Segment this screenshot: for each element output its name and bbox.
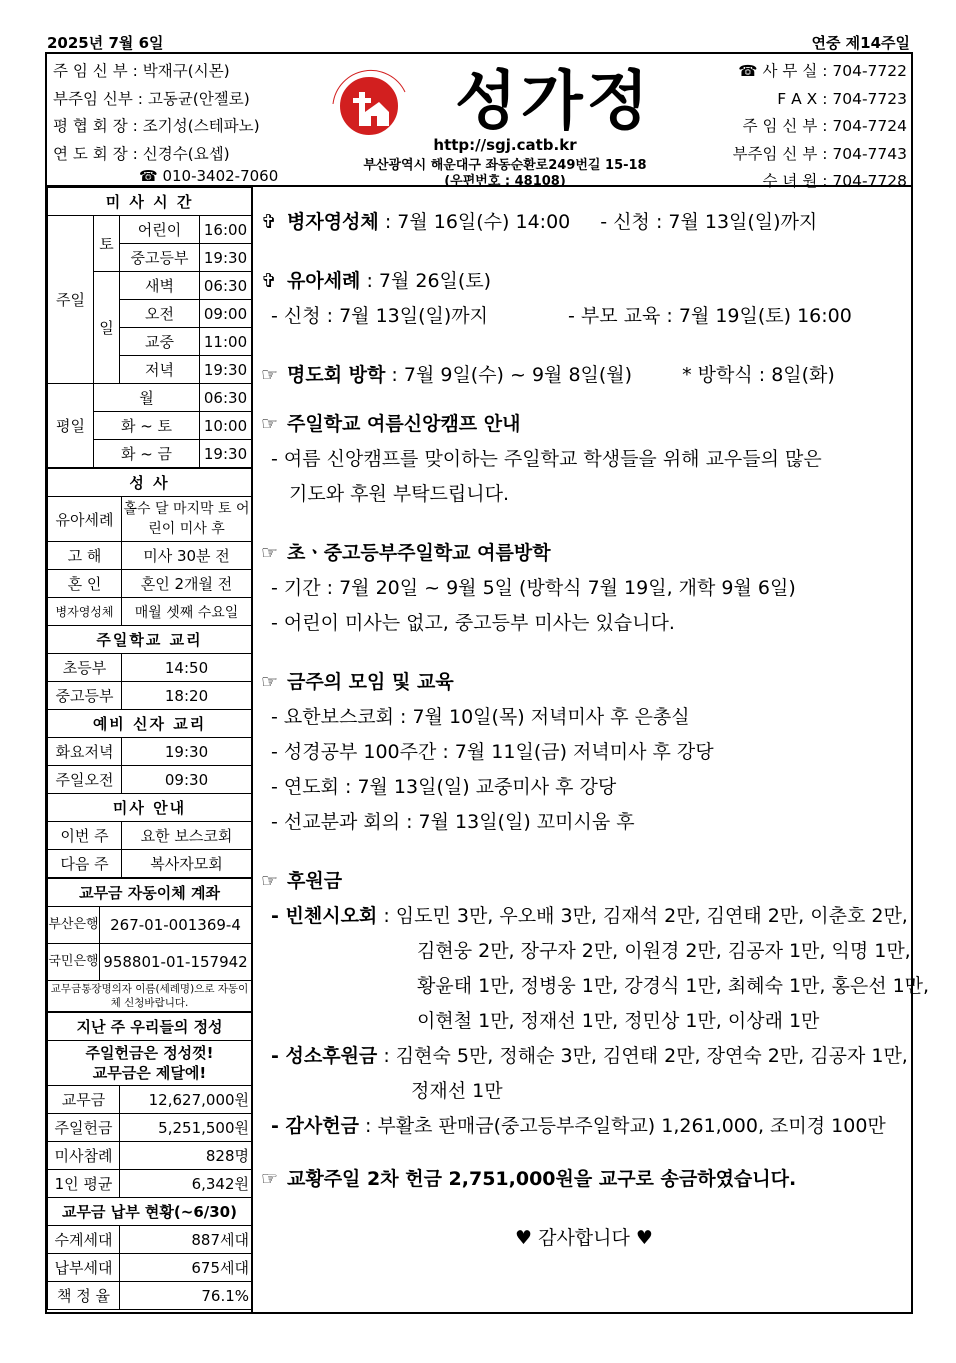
account-number: 958801-01-157942 <box>100 944 252 981</box>
parish-address: 부산광역시 해운대구 좌동순환로249번길 15-18 <box>363 158 647 173</box>
dues-label: 책 정 율 <box>48 1282 120 1310</box>
section-summer-camp <box>261 407 907 442</box>
donor-line: : 부활초 판매금(중고등부주일학교) 1,261,000, 조미경 100만 <box>358 1115 886 1137</box>
offering-slogan: 주일헌금은 정성껏! 교무금은 제달에! <box>48 1041 252 1086</box>
offering-value: 5,251,500원 <box>120 1114 252 1142</box>
pointing-hand-icon: ☞ <box>261 413 279 435</box>
vincent-donations <box>261 899 907 934</box>
section-title: 후원금 <box>287 870 343 892</box>
class-time: 18:20 <box>122 682 252 710</box>
sacrament-name: 혼 인 <box>48 570 122 598</box>
mass-name: 새벽 <box>120 272 200 300</box>
offering-value: 6,342원 <box>120 1170 252 1198</box>
pointing-hand-icon: ☞ <box>261 870 279 892</box>
mass-time: 16:00 <box>200 216 252 244</box>
postal-code: (우편번호 : 48108) <box>444 174 566 189</box>
baptism-details <box>261 299 907 334</box>
bulletin-title: 성가정 <box>455 65 653 139</box>
section-summer-vacation <box>261 536 907 571</box>
transfer-table <box>47 878 252 1012</box>
phone-line: 주 임 신 부 : 704-7724 <box>742 117 907 135</box>
catechumen-title: 예비 신자 교리 <box>48 710 252 738</box>
phone-list <box>733 58 907 196</box>
section-title: 교황주일 2차 헌금 2,751,000원을 교구로 송금하였습니다. <box>287 1168 797 1190</box>
top-line <box>47 30 910 52</box>
offering-label: 교무금 <box>48 1086 120 1114</box>
dues-value: 76.1% <box>120 1282 252 1310</box>
bulletin-date: 2025년 7월 6일 <box>47 34 164 52</box>
sacrament-name: 고 해 <box>48 542 122 570</box>
dues-label: 수계세대 <box>48 1226 120 1254</box>
class-time: 19:30 <box>122 738 252 766</box>
detail-line: - 여름 신앙캠프를 맞이하는 주일학교 학생들을 위해 교우들의 많은 <box>271 448 822 470</box>
donor-group: - 성소후원금 <box>271 1045 378 1067</box>
section-title: 유아세례 <box>287 270 361 292</box>
meeting-item: - 선교분과 회의 : 7월 13일(일) 꼬미시움 후 <box>271 811 635 833</box>
phone-line: 부주임 신 부 : 704-7743 <box>732 144 907 163</box>
bank-name: 국민은행 <box>48 944 100 981</box>
sunday-day-label: 일 <box>94 272 120 384</box>
dues-value: 887세대 <box>120 1226 252 1254</box>
section-infant-baptism <box>261 264 907 299</box>
clergy-line: 부주임 신부 : 고동균(안젤로) <box>53 89 250 108</box>
clergy-line: 평 협 회 장 : 조기성(스테파노) <box>53 117 260 135</box>
mass-name: 화 ~ 금 <box>94 440 200 468</box>
clergy-line: 연 도 회 장 : 신경수(요셉) <box>53 144 230 163</box>
donor-line: 정재선 1만 <box>411 1080 503 1102</box>
phone-line: ☎ 사 무 실 : 704-7722 <box>738 62 907 80</box>
section-text: : 7월 16일(수) 14:00 <box>378 211 571 233</box>
donor-line: 황윤태 1만, 정병웅 1만, 강경식 1만, 최혜숙 1만, 홍은선 1만, <box>417 975 930 997</box>
detail-line: - 부모 교육 : 7월 19일(토) 16:00 <box>568 305 852 327</box>
mass-name: 오전 <box>120 300 200 328</box>
transfer-title: 교무금 자동이체 계좌 <box>48 879 252 907</box>
mass-times-title: 미 사 시 간 <box>48 188 252 216</box>
guide-group: 복사자모회 <box>122 850 252 878</box>
section-papal-collection <box>261 1162 907 1197</box>
mass-times-table <box>47 187 252 468</box>
vocation-donations <box>261 1039 907 1074</box>
donor-group: - 감사헌금 <box>271 1115 359 1137</box>
mass-name: 월 <box>94 384 200 412</box>
announcements <box>261 205 930 1256</box>
weekday-label: 평일 <box>48 384 94 468</box>
section-donations <box>261 864 907 899</box>
offering-table <box>47 1012 252 1310</box>
section-title: 병자영성체 <box>287 211 379 233</box>
cross-icon: ✞ <box>261 211 277 233</box>
thanks-line: ♥ 감사합니다 ♥ <box>515 1227 653 1249</box>
guide-week: 다음 주 <box>48 850 122 878</box>
sacrament-name: 병자영성체 <box>48 598 122 626</box>
section-meetings <box>261 665 907 700</box>
bulletin-header <box>45 52 913 190</box>
detail-line: - 신청 : 7월 13일(일)까지 <box>271 305 488 327</box>
phone-line: F A X : 704-7723 <box>777 89 907 108</box>
sacraments-table <box>47 468 252 878</box>
section-title: 금주의 모임 및 교육 <box>287 671 454 693</box>
sunday-label: 주일 <box>48 216 94 384</box>
mass-name: 화 ~ 토 <box>94 412 200 440</box>
mass-time: 10:00 <box>200 412 252 440</box>
section-title: 초ㆍ중고등부주일학교 여름방학 <box>287 542 551 564</box>
dues-title: 교무금 납부 현황(~6/30) <box>48 1198 252 1226</box>
mass-time: 11:00 <box>200 328 252 356</box>
offering-label: 1인 평균 <box>48 1170 120 1198</box>
sacrament-time: 미사 30분 전 <box>122 542 252 570</box>
donor-group: - 빈첸시오회 <box>271 905 378 927</box>
detail-line: 기도와 후원 부탁드립니다. <box>289 483 510 505</box>
header-center <box>305 54 705 189</box>
bulletin-body <box>45 187 930 1314</box>
guide-week: 이번 주 <box>48 822 122 850</box>
cross-icon: ✞ <box>261 270 277 292</box>
mass-time: 19:30 <box>200 440 252 468</box>
clergy-list <box>53 58 260 168</box>
transfer-note: 교무금통장명의자 이름(세례명)으로 자동이체 신청바랍니다. <box>48 981 252 1012</box>
section-extra: * 방학식 : 8일(화) <box>682 364 835 386</box>
class-time: 09:30 <box>122 766 252 794</box>
offering-value: 12,627,000원 <box>120 1086 252 1114</box>
sacrament-time: 홀수 달 마지막 토 어린이 미사 후 <box>122 497 252 542</box>
offering-value: 828명 <box>120 1142 252 1170</box>
mass-name: 중고등부 <box>120 244 200 272</box>
class-time: 14:50 <box>122 654 252 682</box>
account-number: 267-01-001369-4 <box>100 907 252 944</box>
mass-name: 저녁 <box>120 356 200 384</box>
offering-label: 주일헌금 <box>48 1114 120 1142</box>
pointing-hand-icon: ☞ <box>261 364 279 386</box>
offering-label: 미사참례 <box>48 1142 120 1170</box>
class-name: 중고등부 <box>48 682 122 710</box>
meeting-item: - 요한보스코회 : 7월 10일(목) 저녁미사 후 은총실 <box>271 706 690 728</box>
clergy-line: 주 임 신 부 : 박재구(시몬) <box>53 62 230 80</box>
detail-line: - 기간 : 7월 20일 ~ 9월 5일 (방학식 7월 19일, 개학 9월 6일) <box>271 577 796 599</box>
dues-label: 납부세대 <box>48 1254 120 1282</box>
meeting-item: - 성경공부 100주간 : 7월 11일(금) 저녁미사 후 강당 <box>271 741 714 763</box>
mass-guide-title: 미사 안내 <box>48 794 252 822</box>
section-title: 주일학교 여름신앙캠프 안내 <box>287 413 521 435</box>
donor-line: 이현철 1만, 정재선 1만, 정민상 1만, 이상래 1만 <box>417 1010 820 1032</box>
mass-time: 06:30 <box>200 384 252 412</box>
pointing-hand-icon: ☞ <box>261 1168 279 1190</box>
guide-group: 요한 보스코회 <box>122 822 252 850</box>
offering-title: 지난 주 우리들의 정성 <box>48 1013 252 1041</box>
class-name: 주일오전 <box>48 766 122 794</box>
sunday-school-title: 주일학교 교리 <box>48 626 252 654</box>
pointing-hand-icon: ☞ <box>261 542 279 564</box>
phone-line: 수 녀 원 : 704-7728 <box>762 172 907 190</box>
saturday-label: 토 <box>94 216 120 272</box>
section-text: : 7월 26일(토) <box>360 270 492 292</box>
section-extra: - 신청 : 7월 13일(일)까지 <box>600 211 818 233</box>
mass-time: 19:30 <box>200 356 252 384</box>
sacrament-time: 매월 셋째 수요일 <box>122 598 252 626</box>
meeting-item: - 연도회 : 7월 13일(일) 교중미사 후 강당 <box>271 776 617 798</box>
mass-time: 09:00 <box>200 300 252 328</box>
dues-value: 675세대 <box>120 1254 252 1282</box>
section-myeongdo-vacation <box>261 358 907 393</box>
contact-phone: ☎ 010-3402-7060 <box>139 167 279 185</box>
sacraments-title: 성 사 <box>48 469 252 497</box>
liturgical-season: 연중 제14주일 <box>811 34 910 52</box>
mass-time: 06:30 <box>200 272 252 300</box>
class-name: 화요저녁 <box>48 738 122 766</box>
class-name: 초등부 <box>48 654 122 682</box>
church-logo-icon <box>319 62 429 142</box>
mass-name: 교중 <box>120 328 200 356</box>
sidebar <box>47 187 253 1312</box>
pointing-hand-icon: ☞ <box>261 671 279 693</box>
section-title: 명도회 방학 <box>287 364 386 386</box>
parish-url[interactable]: http://sgj.catb.kr <box>433 136 577 154</box>
donor-line: : 임도민 3만, 우오배 3만, 김재석 2만, 김연태 2만, 이춘호 2만, <box>377 905 908 927</box>
detail-line: - 어린이 미사는 없고, 중고등부 미사는 있습니다. <box>271 612 675 634</box>
sacrament-name: 유아세례 <box>48 497 122 542</box>
sacrament-time: 혼인 2개월 전 <box>122 570 252 598</box>
section-sick-communion <box>261 205 907 240</box>
donor-line: : 김현숙 5만, 정해순 3만, 김연태 2만, 장연숙 2만, 김공자 1만, <box>377 1045 908 1067</box>
mass-time: 19:30 <box>200 244 252 272</box>
mass-name: 어린이 <box>120 216 200 244</box>
section-text: : 7월 9일(수) ~ 9월 8일(월) <box>385 364 633 386</box>
donor-line: 김현웅 2만, 장구자 2만, 이원경 2만, 김공자 1만, 익명 1만, <box>417 940 911 962</box>
thanksgiving-offering <box>261 1109 907 1144</box>
bank-name: 부산은행 <box>48 907 100 944</box>
